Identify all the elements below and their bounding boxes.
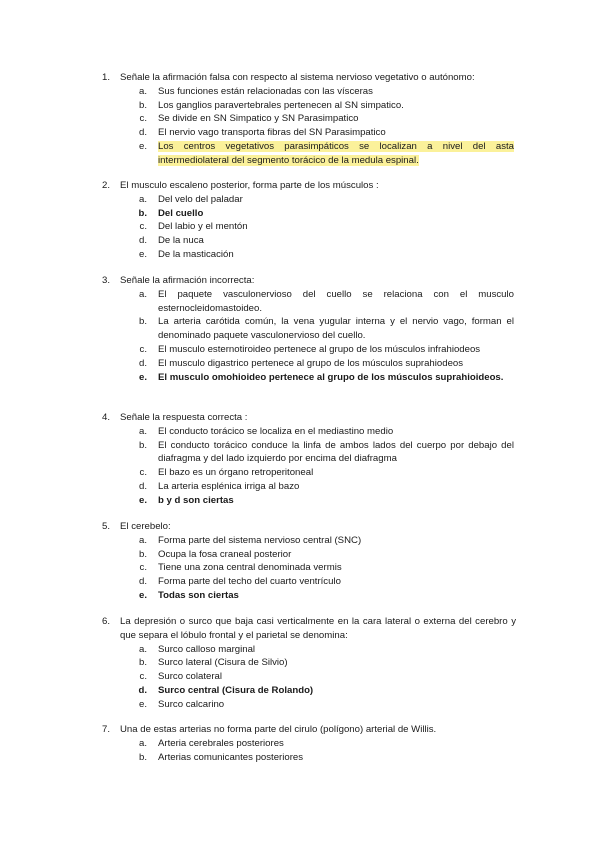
option-letter: b. [138, 751, 147, 763]
option-text: Del velo del paladar [158, 193, 243, 205]
question-text: Señale la respuesta correcta : [120, 412, 248, 423]
question-text: El cerebelo: [120, 521, 171, 532]
question-number: 4. [101, 412, 110, 423]
option-b [0, 99, 600, 113]
question-number: 2. [101, 180, 110, 191]
option-text: De la nuca [158, 235, 204, 247]
option-text: Del cuello [158, 207, 204, 219]
option-letter: d. [138, 576, 147, 588]
option-c [0, 220, 600, 234]
option-text: Surco calloso marginal [158, 643, 256, 655]
option-text: El conducto torácico se localiza en el mediastino medio [158, 425, 394, 437]
option-letter: c. [139, 113, 147, 125]
option-text: El musculo omohioideo pertenece al grupo de los músculos suprahioideos. [158, 371, 504, 383]
option-e [0, 698, 600, 712]
option-letter: a. [138, 288, 147, 300]
option-text: El musculo digastrico pertenece al grupo de los músculos suprahiodeos [158, 357, 464, 369]
option-text: Ocupa la fosa craneal posterior [158, 548, 292, 560]
option-text: Se divide en SN Simpatico y SN Parasimpatico [158, 113, 359, 125]
option-a [0, 534, 600, 548]
option-letter: b. [138, 439, 147, 451]
option-text: Los ganglios paravertebrales pertenecen al SN simpatico. [158, 99, 404, 111]
option-b [0, 439, 600, 467]
option-d [0, 480, 600, 494]
option-text: Surco lateral (Cisura de Silvio) [158, 657, 288, 669]
option-text: Forma parte del techo del cuarto ventrículo [158, 576, 341, 588]
option-text: La arteria esplénica irriga al bazo [158, 480, 300, 492]
question-text: Una de estas arterias no forma parte del cirulo (polígono) arterial de Willis. [120, 724, 437, 735]
option-text: Sus funciones están relacionadas con las vísceras [158, 85, 373, 97]
question-5 [0, 520, 600, 603]
option-b [0, 315, 600, 343]
option-letter: e. [138, 494, 147, 506]
option-text: El paquete vasculonervioso del cuello se relaciona con el musculo esternocleidomastoideo. [158, 288, 514, 314]
option-letter: d. [138, 480, 147, 492]
option-a [0, 643, 600, 657]
option-d [0, 357, 600, 371]
option-letter: a. [138, 85, 147, 97]
option-letter: b. [138, 99, 147, 111]
question-number: 6. [101, 616, 110, 627]
highlighted-answer-text: Los centros vegetativos parasimpáticos se localizan a nivel del asta intermediolateral del segmento torácico de la medula espinal. [158, 140, 514, 166]
option-text: Surco colateral [158, 671, 222, 683]
option-letter: a. [138, 737, 147, 749]
option-text: El conducto torácico conduce la linfa de ambos lados del cuerpo por debajo del diafragma y del lado izquierdo por encima del diafragma [158, 439, 514, 465]
option-letter: a. [138, 534, 147, 546]
question-stem [0, 615, 600, 643]
question-text: El musculo escaleno posterior, forma parte de los músculos : [120, 180, 379, 191]
option-letter: d. [138, 127, 147, 139]
option-letter: d. [138, 235, 147, 247]
question-number: 7. [101, 724, 110, 735]
question-1 [0, 71, 600, 168]
option-c [0, 343, 600, 357]
question-3 [0, 274, 600, 384]
option-letter: e. [138, 698, 147, 710]
option-d [0, 126, 600, 140]
option-text: El bazo es un órgano retroperitoneal [158, 467, 314, 479]
option-letter: a. [138, 193, 147, 205]
option-e-correct [0, 494, 600, 508]
option-c [0, 466, 600, 480]
option-a [0, 737, 600, 751]
option-letter: d. [138, 684, 147, 696]
option-d-correct [0, 684, 600, 698]
question-stem [0, 411, 600, 425]
option-text: Surco central (Cisura de Rolando) [158, 684, 314, 696]
option-letter: c. [139, 562, 147, 574]
option-d [0, 575, 600, 589]
option-text: b y d son ciertas [158, 494, 234, 506]
option-b-correct [0, 207, 600, 221]
question-stem [0, 71, 600, 85]
option-letter: c. [139, 221, 147, 233]
option-b [0, 751, 600, 765]
question-text: Señale la afirmación incorrecta: [120, 275, 255, 286]
question-stem [0, 520, 600, 534]
option-letter: e. [138, 140, 147, 152]
option-letter: e. [138, 371, 147, 383]
option-letter: c. [139, 343, 147, 355]
option-letter: a. [138, 643, 147, 655]
option-c [0, 670, 600, 684]
option-letter: b. [138, 548, 147, 560]
option-c [0, 112, 600, 126]
option-letter: b. [138, 316, 147, 328]
option-letter: d. [138, 357, 147, 369]
question-number: 5. [101, 521, 110, 532]
option-c [0, 561, 600, 575]
option-text: El musculo esternotiroideo pertenece al grupo de los músculos infrahiodeos [158, 343, 481, 355]
option-e [0, 248, 600, 262]
option-d [0, 234, 600, 248]
question-text: La depresión o surco que baja casi verticalmente en la cara lateral o externa del cerebro y que separa el lóbulo frontal y el parietal se denomina: [120, 616, 516, 641]
question-7 [0, 723, 600, 764]
option-letter: e. [138, 589, 147, 601]
question-2 [0, 179, 600, 262]
option-e-correct [0, 589, 600, 603]
question-text: Señale la afirmación falsa con respecto al sistema nervioso vegetativo o autónomo: [120, 72, 475, 83]
option-b [0, 548, 600, 562]
option-a [0, 193, 600, 207]
option-letter: c. [139, 671, 147, 683]
option-letter: b. [138, 207, 147, 219]
question-number: 1. [101, 72, 110, 83]
question-stem [0, 723, 600, 737]
option-text: De la masticación [158, 248, 234, 260]
question-stem [0, 274, 600, 288]
option-text: Arterias comunicantes posteriores [158, 751, 304, 763]
option-text: Forma parte del sistema nervioso central (SNC) [158, 534, 362, 546]
question-stem [0, 179, 600, 193]
question-6 [0, 615, 600, 712]
option-e-correct [0, 371, 600, 385]
question-4 [0, 411, 600, 508]
option-text: Todas son ciertas [158, 589, 239, 601]
option-text: Tiene una zona central denominada vermis [158, 562, 342, 574]
option-a [0, 288, 600, 316]
option-text: Del labio y el mentón [158, 221, 248, 233]
option-b [0, 656, 600, 670]
option-a [0, 85, 600, 99]
option-letter: a. [138, 425, 147, 437]
option-letter: e. [138, 248, 147, 260]
option-a [0, 425, 600, 439]
option-text: Arteria cerebrales posteriores [158, 737, 284, 749]
question-number: 3. [101, 275, 110, 286]
option-text: Surco calcarino [158, 698, 225, 710]
option-letter: b. [138, 657, 147, 669]
option-text: La arteria carótida común, la vena yugular interna y el nervio vago, forman el denominado paquete vasculonervioso del cuello. [158, 316, 514, 342]
option-text: El nervio vago transporta fibras del SN Parasimpatico [158, 127, 386, 139]
option-e-highlighted [0, 140, 600, 168]
option-letter: c. [139, 467, 147, 479]
